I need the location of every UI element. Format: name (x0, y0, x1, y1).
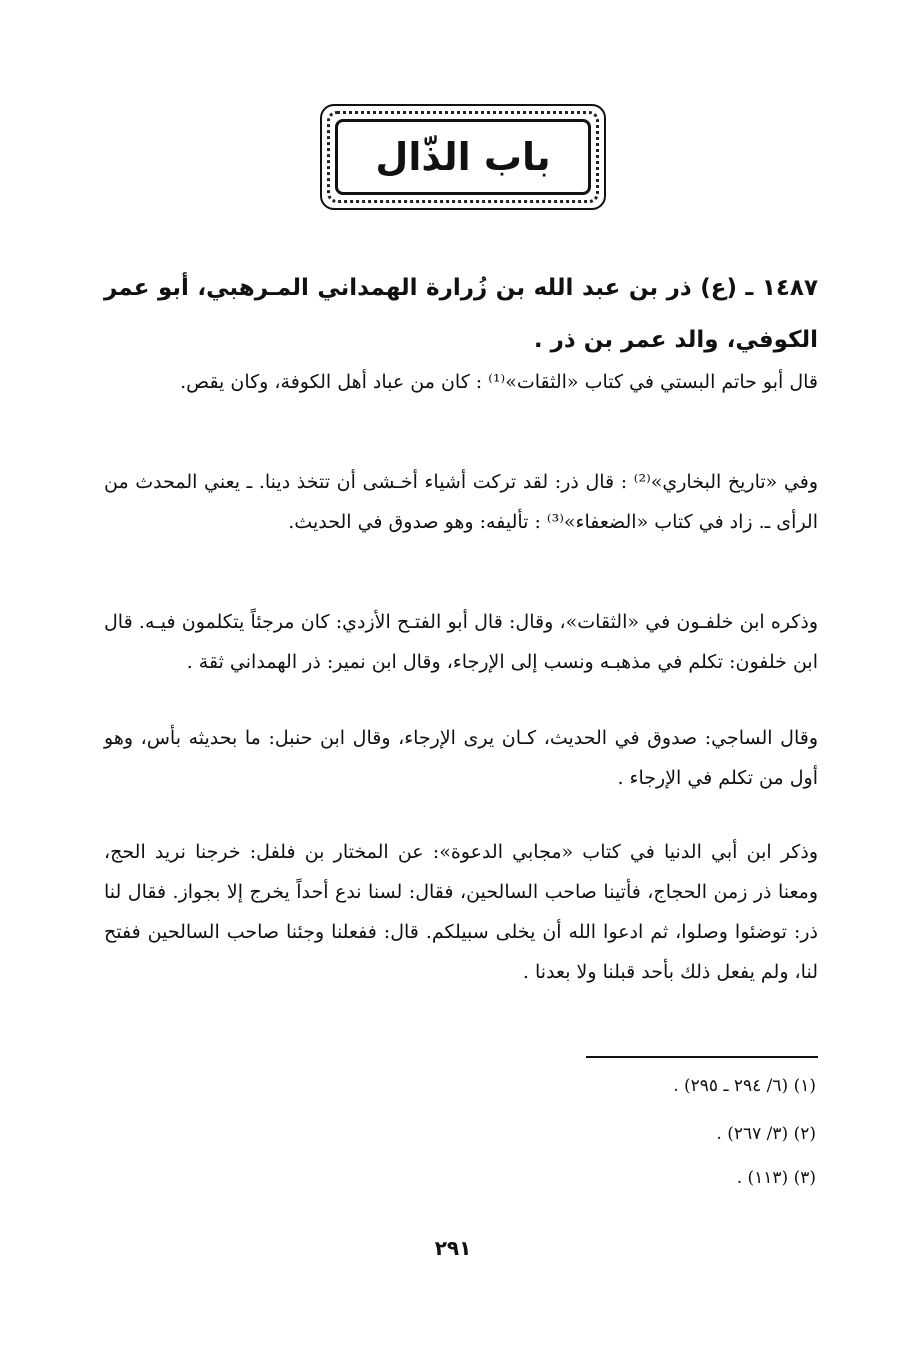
footnote-1: (١) (٦/ ٢٩٤ ـ ٢٩٥) . (673, 1076, 816, 1096)
chapter-title-frame (320, 104, 606, 210)
chapter-title-frame-dotted (327, 111, 599, 203)
paragraph-4: وقال الساجي: صدوق في الحديث، كـان يرى الإرجاء، وقال ابن حنبل: ما بحديثه بأس، وهو أول من تكلم في الإرجاء . (104, 727, 818, 789)
entry-heading: ١٤٨٧ ـ (ع) ذر بن عبد الله بن زُرارة الهمداني المـرهبي، أبو عمر الكوفي، والد عمر بن ذر . (104, 275, 818, 353)
paragraph-1: قال أبو حاتم البستي في كتاب «الثقات»⁽¹⁾ : كان من عباد أهل الكوفة، وكان يقص. (180, 371, 818, 393)
paragraph-3: وذكره ابن خلفـون في «الثقات»، وقال: قال أبو الفتـح الأزدي: كان مرجئاً يتكلمون فيـه. قال ابن خلفون: تكلم في مذهبـه ونسب إلى الإرجاء، وقال ابن نمير: ذر الهمداني ثقة . (104, 611, 818, 673)
footnote-divider (586, 1056, 818, 1058)
footnote-2: (٢) (٣/ ٢٦٧) . (716, 1124, 816, 1144)
chapter-title: باب الذّال (375, 135, 551, 179)
paragraph-2: وفي «تاريخ البخاري»⁽²⁾ : قال ذر: لقد تركت أشياء أخـشى أن تتخذ دينا. ـ يعني المحدث من الرأى ـ. زاد في كتاب «الضعفاء»⁽³⁾ : تأليفه: وهو صدوق في الحديث. (104, 471, 819, 533)
footnote-3: (٣) (١١٣) . (736, 1168, 816, 1188)
paragraph-5: وذكر ابن أبي الدنيا في كتاب «مجابي الدعوة»: عن المختار بن فلفل: خرجنا نريد الحج، ومعنا ذر زمن الحجاج، فأتينا صاحب السالحين، فقال: لسنا ندع أحداً يخرج إلا بجواز. فقال لنا ذر: توضئوا وصلوا، ثم ادعوا الله أن يخلى سبيلكم. قال: ففعلنا وجئنا صاحب السالحين ففتح لنا، ولم يفعل ذلك بأحد قبلنا ولا بعدنا . (104, 841, 818, 983)
page-number: ٢٩١ (434, 1236, 472, 1260)
chapter-title-frame-inner (335, 119, 591, 195)
